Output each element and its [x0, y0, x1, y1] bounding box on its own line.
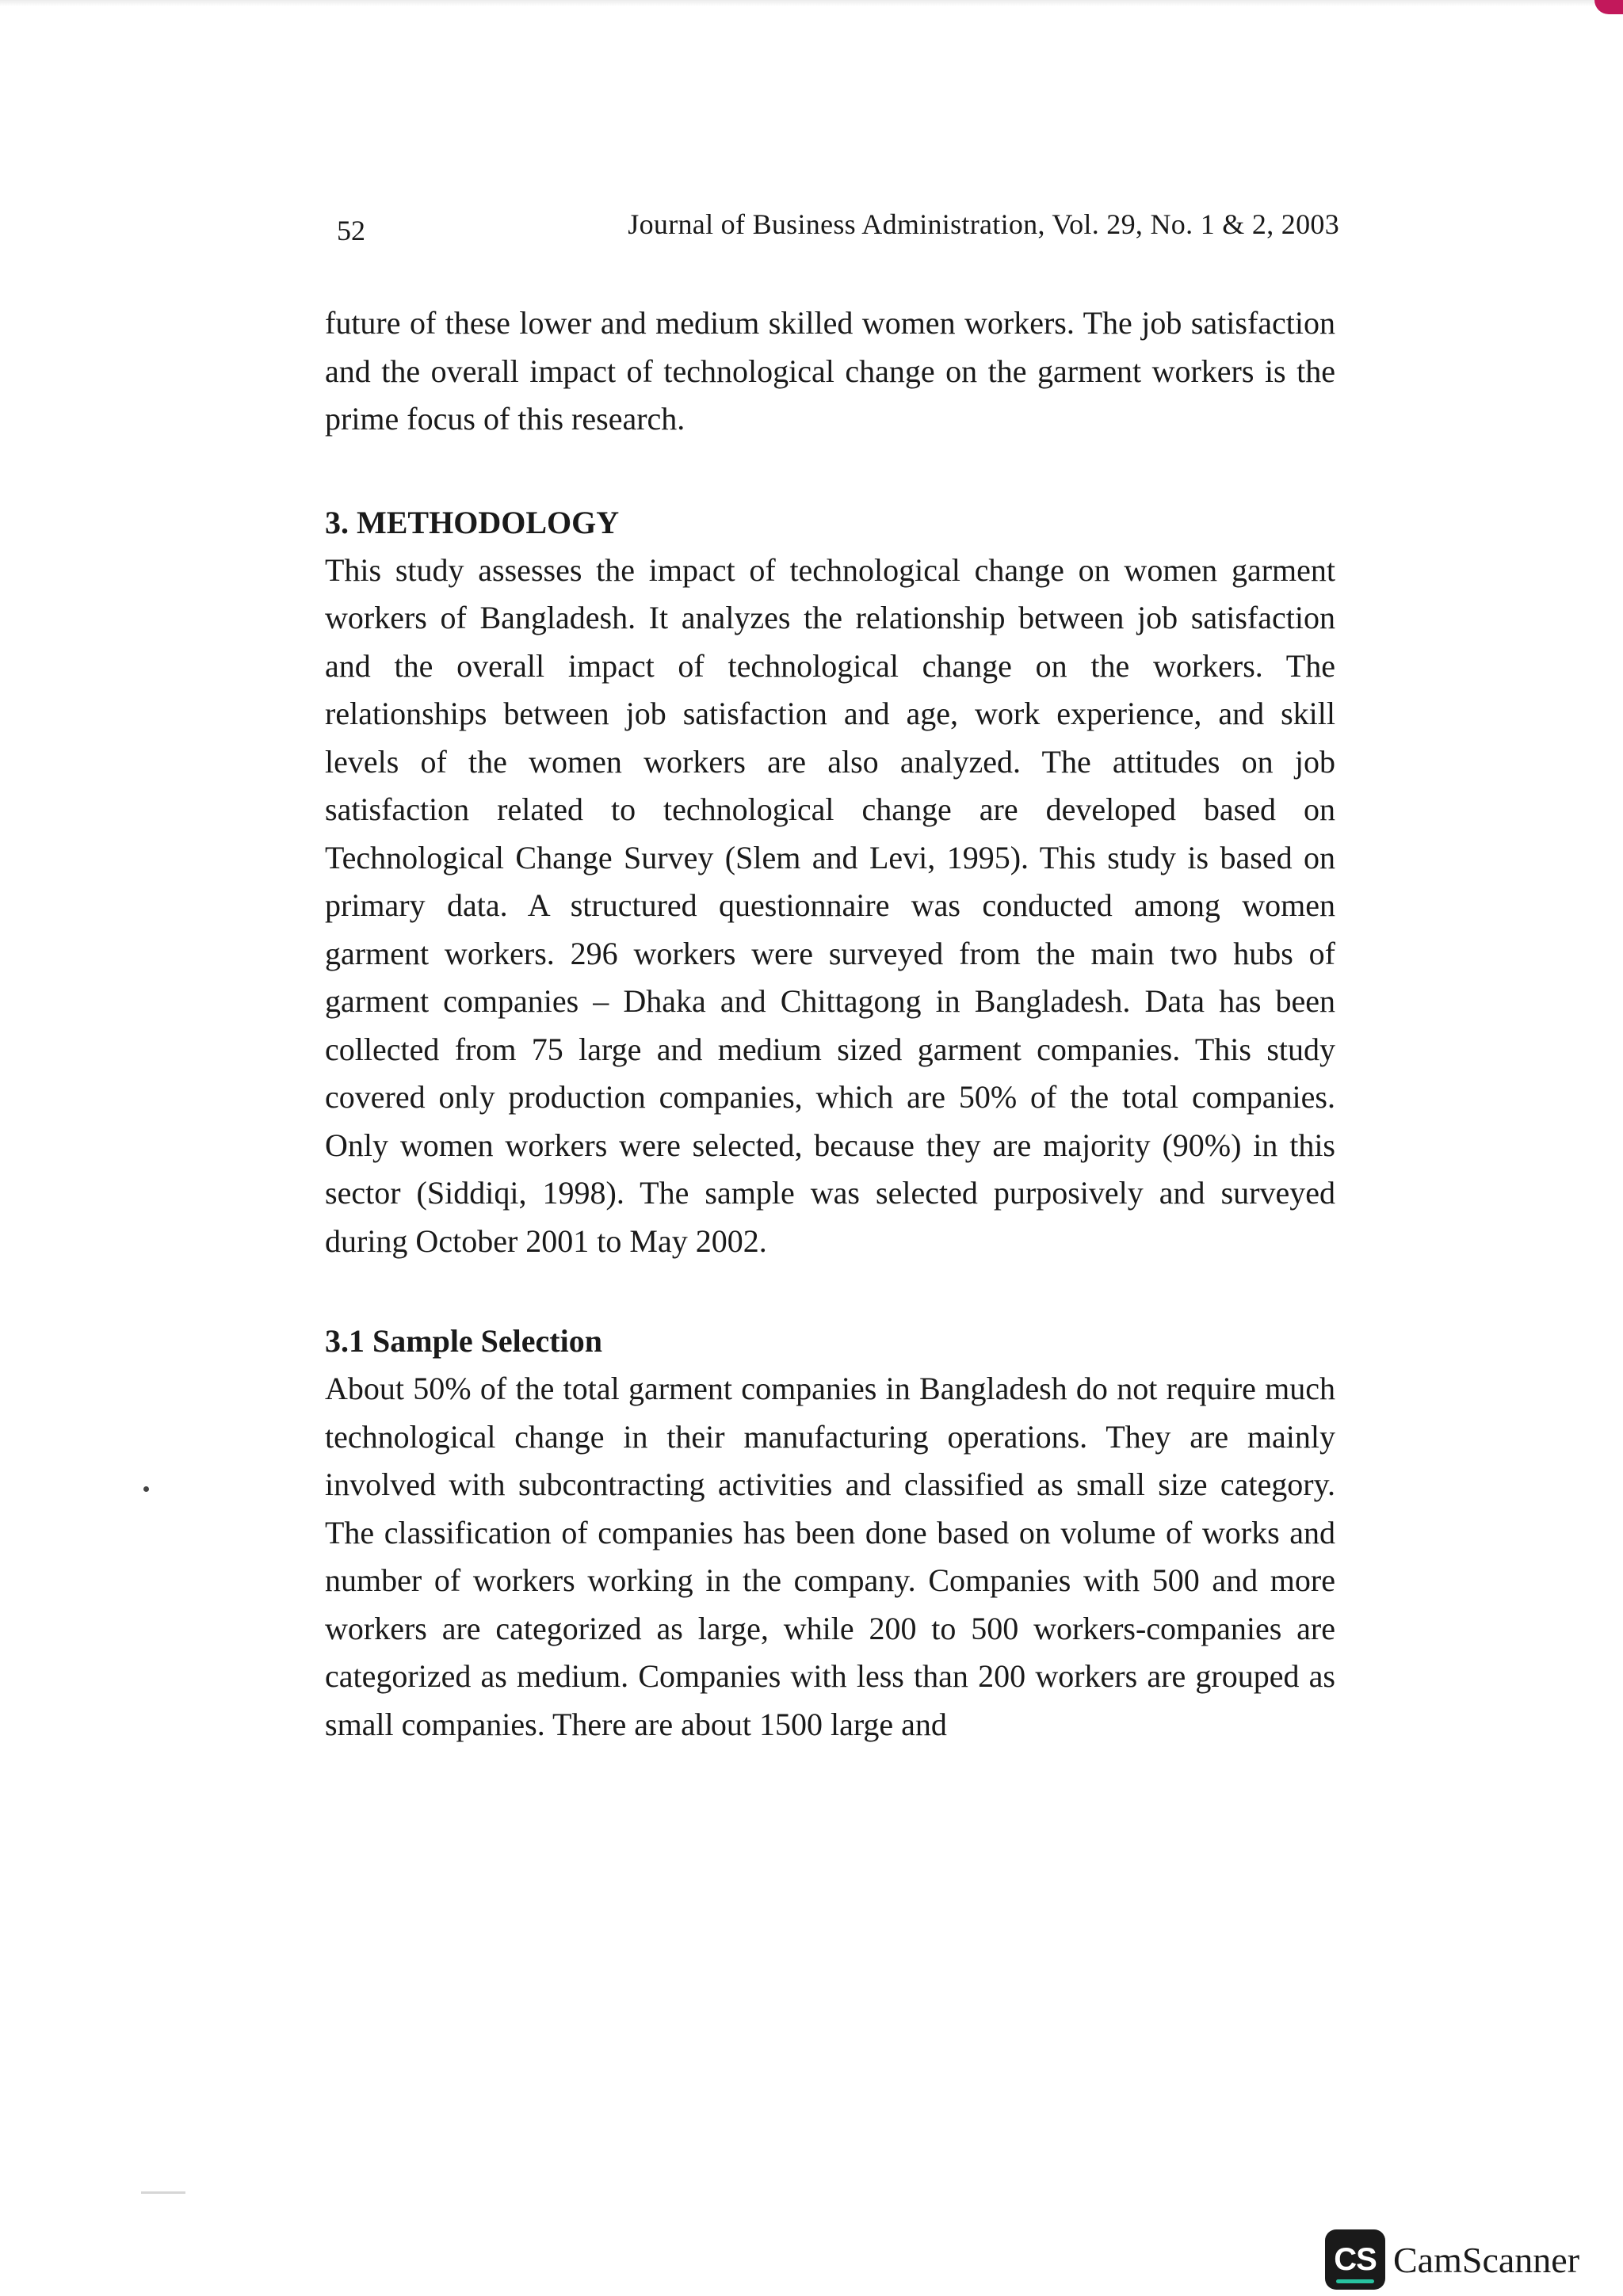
- running-head: Journal of Business Administration, Vol. 29, No. 1 & 2, 2003: [628, 208, 1339, 240]
- camscanner-watermark: [1325, 2228, 1579, 2291]
- section-spacer: [325, 1265, 1335, 1318]
- scan-edge: [0, 0, 1623, 6]
- page-header: [329, 208, 1339, 255]
- scan-speck: [141, 2191, 185, 2194]
- sample-selection-paragraph: About 50% of the total garment companies in Bangladesh do not require much technological change in their manufacturing operations. They are mainly involved with subcontracting activities and classified as small size category. The classification of companies has been done based on volume of works and number of workers working in the company. Companies with 500 and more workers are categorized as large, while 200 to 500 workers-companies are categorized as medium. Companies with less than 200 workers are grouped as small companies. There are about 1500 large and: [325, 1371, 1335, 1742]
- page-body: [325, 299, 1335, 1749]
- corner-mark: [1594, 0, 1623, 14]
- intro-paragraph: future of these lower and medium skilled women workers. The job satisfaction and the overall impact of technological change on the garment workers is the prime focus of this research.: [325, 305, 1335, 437]
- scan-speck: [143, 1486, 149, 1492]
- page-number: 52: [337, 215, 365, 246]
- camscanner-logo-icon: CS: [1325, 2229, 1385, 2290]
- section-spacer: [325, 444, 1335, 499]
- methodology-paragraph: This study assesses the impact of technological change on women garment workers of Bangladesh. It analyzes the relationship between job satisfaction and the overall impact of technological change on the workers. The relationships between job satisfaction and age, work experience, and skill levels of the women workers are also analyzed. The attitudes on job satisfaction related to technological change are developed based on Technological Change Survey (Slem and Levi, 1995). This study is based on primary data. A structured questionnaire was conducted among women garment workers. 296 workers were surveyed from the main two hubs of garment companies – Dhaka and Chittagong in Bangladesh. Data has been collected from 75 large and medium sized garment companies. This study covered only production companies, which are 50% of the total companies. Only women workers were selected, because they are majority (90%) in this sector (Siddiqi, 1998). The sample was selected purposively and surveyed during October 2001 to May 2002.: [325, 551, 1335, 1259]
- camscanner-name: CamScanner: [1393, 2239, 1580, 2280]
- sample-selection-heading: 3.1 Sample Selection: [325, 1323, 602, 1359]
- methodology-heading: 3. METHODOLOGY: [325, 504, 620, 540]
